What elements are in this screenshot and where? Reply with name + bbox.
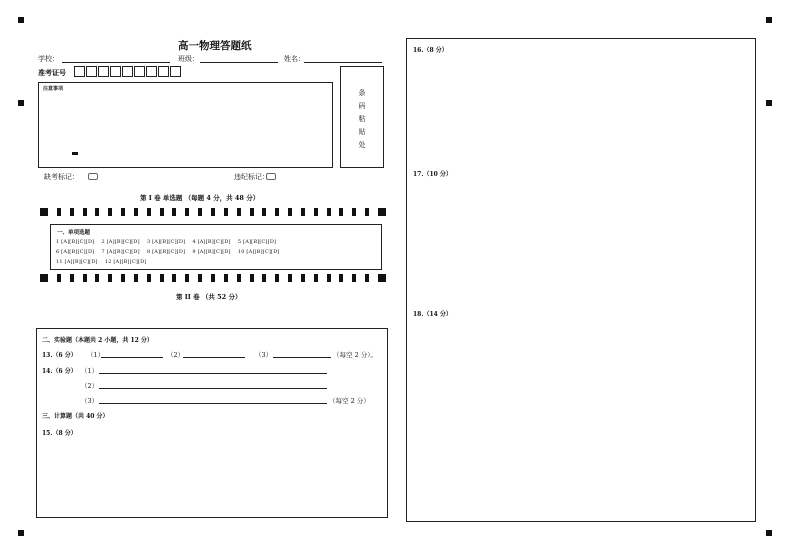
q16-label: 16.（8 分）: [413, 47, 448, 54]
registration-mark: [18, 100, 24, 106]
q13-blank-label: （1）: [87, 351, 105, 359]
barcode-area: [340, 66, 384, 168]
barcode-char: 码: [358, 102, 366, 110]
q14-blank-label: （2）: [81, 382, 99, 390]
choice-row: 1 [A][B][C][D] 2 [A][B][C][D] 3 [A][B][C][D] 4 [A][B][C][D] 5 [A][B][C][D]: [56, 239, 277, 245]
registration-mark: [766, 100, 772, 106]
q14-blank-label: （3）: [81, 397, 99, 405]
q14-note: （每空 2 分）: [329, 397, 370, 405]
registration-mark: [766, 530, 772, 536]
q14-blank-label: （1）: [81, 367, 99, 375]
school-field[interactable]: [62, 62, 170, 63]
choice-number: 9: [192, 249, 196, 255]
right-answer-box[interactable]: [406, 38, 756, 522]
notes-heading: 注意事项: [43, 86, 64, 92]
choice-number: 2: [101, 239, 105, 245]
section3-heading: 三、计算题（共 40 分）: [42, 413, 109, 420]
name-label: 姓名：: [284, 55, 305, 63]
choice-row: 6 [A][B][C][D] 7 [A][B][C][D] 8 [A][B][C][D] 9 [A][B][C][D] 10 [A][B][C][D]: [56, 249, 280, 255]
exam-id-label: 准考证号: [38, 68, 66, 77]
barcode-char: 处: [358, 141, 366, 149]
class-field[interactable]: [200, 62, 278, 63]
q13-blank-label: （3）: [255, 351, 273, 359]
choice-number: 3: [146, 239, 151, 245]
q14-label: 14.（6 分）: [42, 368, 77, 375]
q13-blank-3[interactable]: [273, 357, 331, 358]
q13-blank-label: （2）: [167, 351, 185, 359]
part1-title: 第 I 卷 单选题 （每题 4 分，共 48 分）: [140, 194, 260, 202]
q13-label: 13.（6 分）: [42, 352, 77, 359]
absent-mark-label: 缺考标记：: [44, 173, 79, 181]
choice-number: 1: [56, 239, 60, 245]
page-title: 高一物理答题纸: [178, 40, 252, 52]
choice-number: 8: [146, 249, 151, 255]
name-field[interactable]: [304, 62, 382, 63]
violation-mark-box[interactable]: [266, 173, 276, 180]
q17-label: 17.（10 分）: [413, 171, 452, 178]
choice-number: 12: [104, 259, 112, 265]
q15-label: 15.（8 分）: [42, 430, 77, 437]
absent-mark-box[interactable]: [88, 173, 98, 180]
part2-title: 第 II 卷 （共 52 分）: [176, 293, 242, 301]
notes-box: [38, 82, 333, 168]
choice-row: 11 [A][B][C][D] 12 [A][B][C][D]: [56, 259, 147, 265]
q13-blank-1[interactable]: [101, 357, 163, 358]
barcode-char: 粘: [358, 115, 366, 123]
barcode-char: 贴: [358, 128, 366, 136]
q14-blank-3[interactable]: [99, 403, 327, 404]
choice-number: 4: [192, 239, 196, 245]
q13-blank-2[interactable]: [183, 357, 245, 358]
violation-mark-label: 违纪标记：: [234, 173, 269, 181]
q13-note: （每空 2 分）。: [333, 351, 378, 359]
part1-section-heading: 一、单项选题: [57, 230, 91, 236]
registration-mark: [18, 17, 24, 23]
choice-number: 11: [56, 259, 63, 265]
class-label: 班级：: [178, 55, 199, 63]
school-label: 学校：: [38, 55, 59, 63]
q14-blank-2[interactable]: [99, 388, 327, 389]
q14-blank-1[interactable]: [99, 373, 327, 374]
filled-sample-mark: [72, 152, 78, 155]
choice-number: 5: [237, 239, 242, 245]
choice-number: 10: [237, 249, 245, 255]
choice-number: 7: [101, 249, 105, 255]
timing-marks-bottom: [40, 274, 386, 282]
q18-label: 18.（14 分）: [413, 311, 452, 318]
registration-mark: [18, 530, 24, 536]
section2-heading: 二、实验题（本题共 2 小题，共 12 分）: [42, 337, 153, 344]
exam-id-boxes[interactable]: [74, 66, 182, 77]
timing-marks-top: [40, 208, 386, 216]
choice-number: 6: [56, 249, 60, 255]
left-answer-box[interactable]: [36, 328, 388, 518]
registration-mark: [766, 17, 772, 23]
barcode-char: 条: [358, 89, 366, 97]
